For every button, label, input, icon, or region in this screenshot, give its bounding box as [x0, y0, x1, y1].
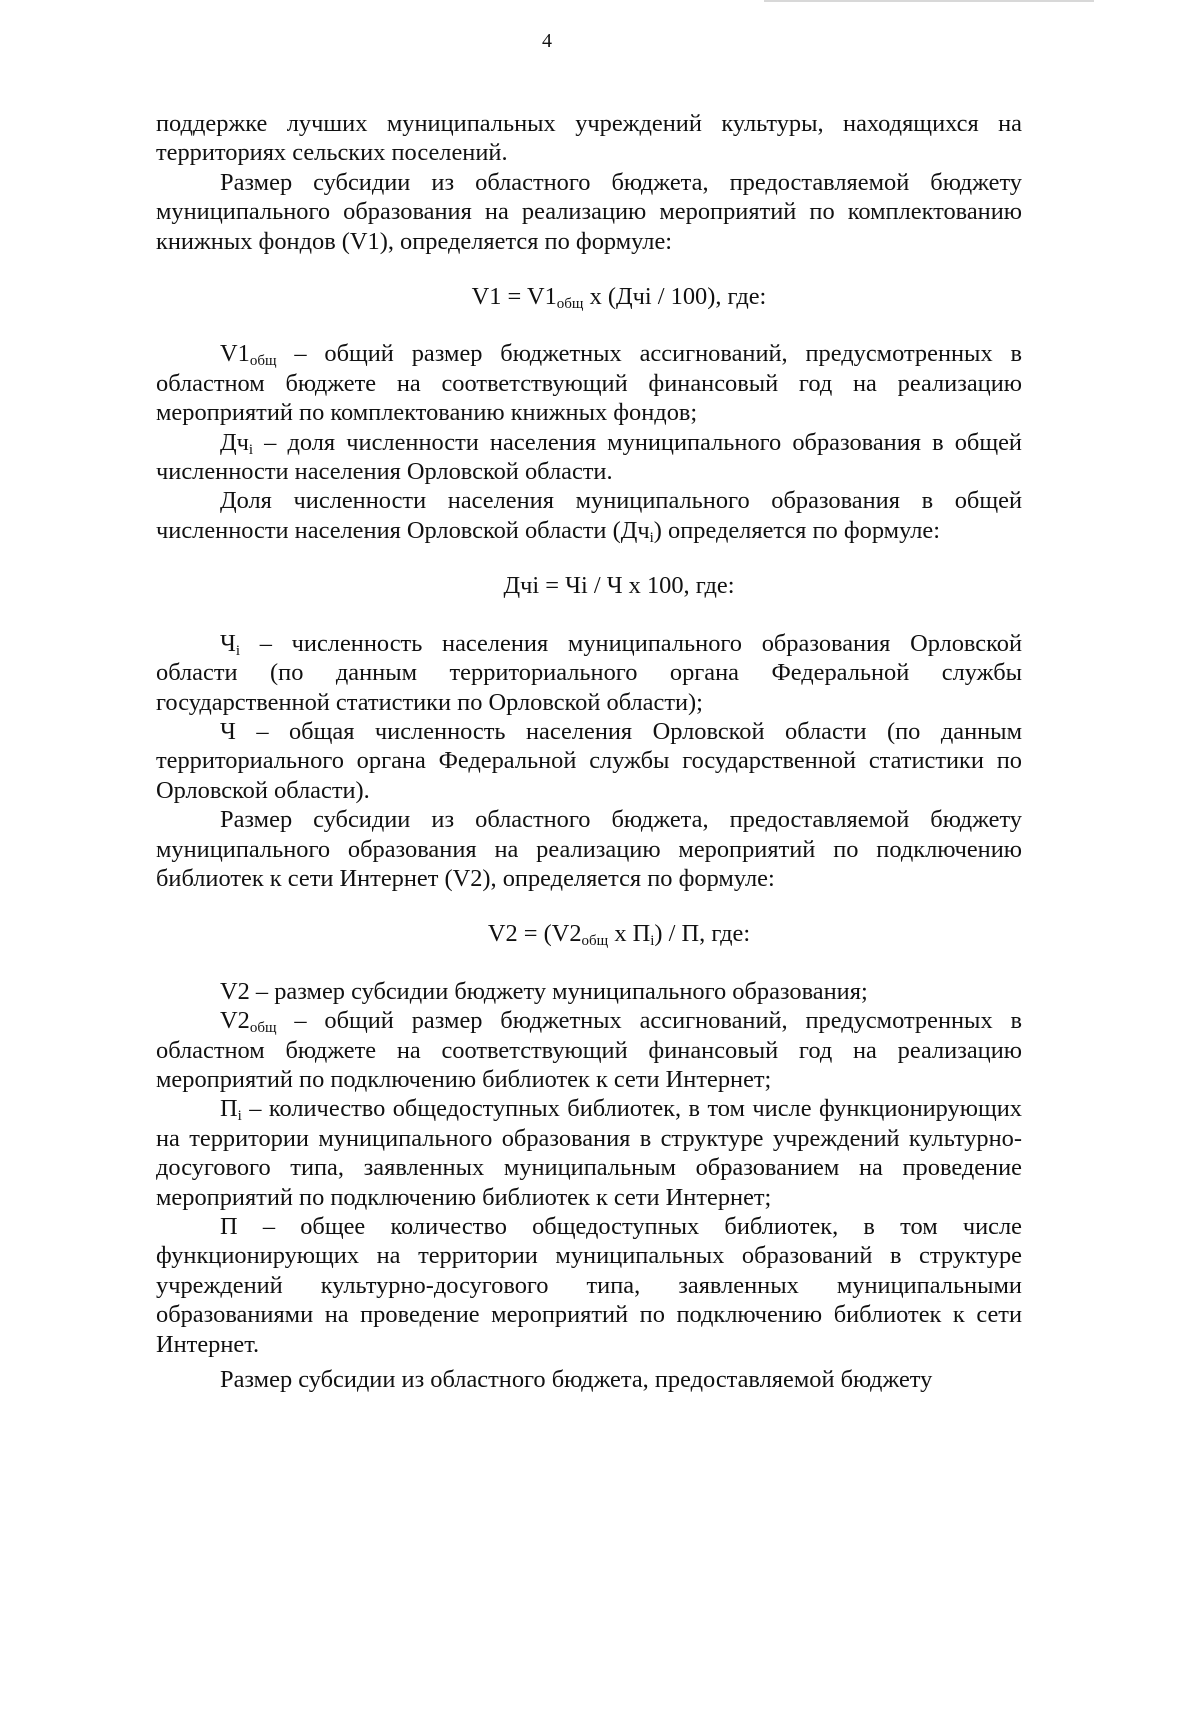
paragraph-subsidy-next: Размер субсидии из областного бюджета, предоставляемой бюджету	[220, 1366, 933, 1394]
paragraph-continuation: поддержке лучших муниципальных учреждений культуры, находящихся на территориях сельских поселений.	[156, 110, 1022, 167]
scan-artifact	[764, 0, 1094, 2]
definition-population-total: Ч – общая численность населения Орловской области (по данным территориального органа Федеральной службы государственной статистики по Орловской области).	[156, 717, 1022, 804]
page-number: 4	[542, 30, 552, 52]
document-body	[156, 109, 1022, 1394]
formula-v1: $V1 = V1_{общ}$ x (Дчi / 100), где:	[471, 283, 767, 313]
formula-v2: $V2 = (V2_{общ}$ x $П_i$) / П, где:	[487, 920, 751, 950]
definition-libraries-total: П – общее количество общедоступных библиотек, в том числе функционирующих на территории муниципальных образований в структуре учреждений культурно-досугового типа, заявленных муниципальными образованиями на проведение мероприятий по подключению библиотек к сети Интернет.	[156, 1213, 1022, 1358]
paragraph-population-share-intro: Доля численности населения муниципального образования в общей численности населения Орловской области $(Дч_i)$ определяется по формуле:	[156, 487, 1022, 546]
paragraph-subsidy-v1-intro: Размер субсидии из областного бюджета, предоставляемой бюджету муниципального образования на реализацию мероприятий по комплектованию книжных фондов (V1), определяется по формуле:	[156, 168, 1022, 255]
definition-libraries-municipal: $П_i$ – количество общедоступных библиотек, в том числе функционирующих на территории муниципального образования в структуре учреждений культурно-досугового типа, заявленных муниципальным образованием на проведение мероприятий по подключению библиотек к сети Интернет;	[156, 1095, 1022, 1211]
definition-population-municipal: $Ч_i$ – численность населения муниципального образования Орловской области (по данным территориального органа Федеральной службы государственной статистики по Орловской области);	[156, 629, 1022, 716]
definition-v2-total: $V2_{общ}$ – общий размер бюджетных ассигнований, предусмотренных в областном бюджете на соответствующий финансовый год на реализацию мероприятий по подключению библиотек к сети Интернет;	[156, 1007, 1022, 1093]
formula-population-share: Дчi = Чi / Ч x 100, где:	[503, 572, 735, 600]
definition-population-share: $Дч_i$ – доля численности населения муниципального образования в общей численности населения Орловской области.	[156, 428, 1022, 486]
definition-v2: V2 – размер субсидии бюджету муниципального образования;	[220, 977, 868, 1005]
definition-v1-total: $V1_{общ}$ – общий размер бюджетных ассигнований, предусмотренных в областном бюджете на соответствующий финансовый год на реализацию мероприятий по комплектованию книжных фондов;	[156, 340, 1022, 427]
paragraph-subsidy-v2-intro: Размер субсидии из областного бюджета, предоставляемой бюджету муниципального образования на реализацию мероприятий по подключению библиотек к сети Интернет (V2), определяется по формуле:	[156, 806, 1022, 892]
